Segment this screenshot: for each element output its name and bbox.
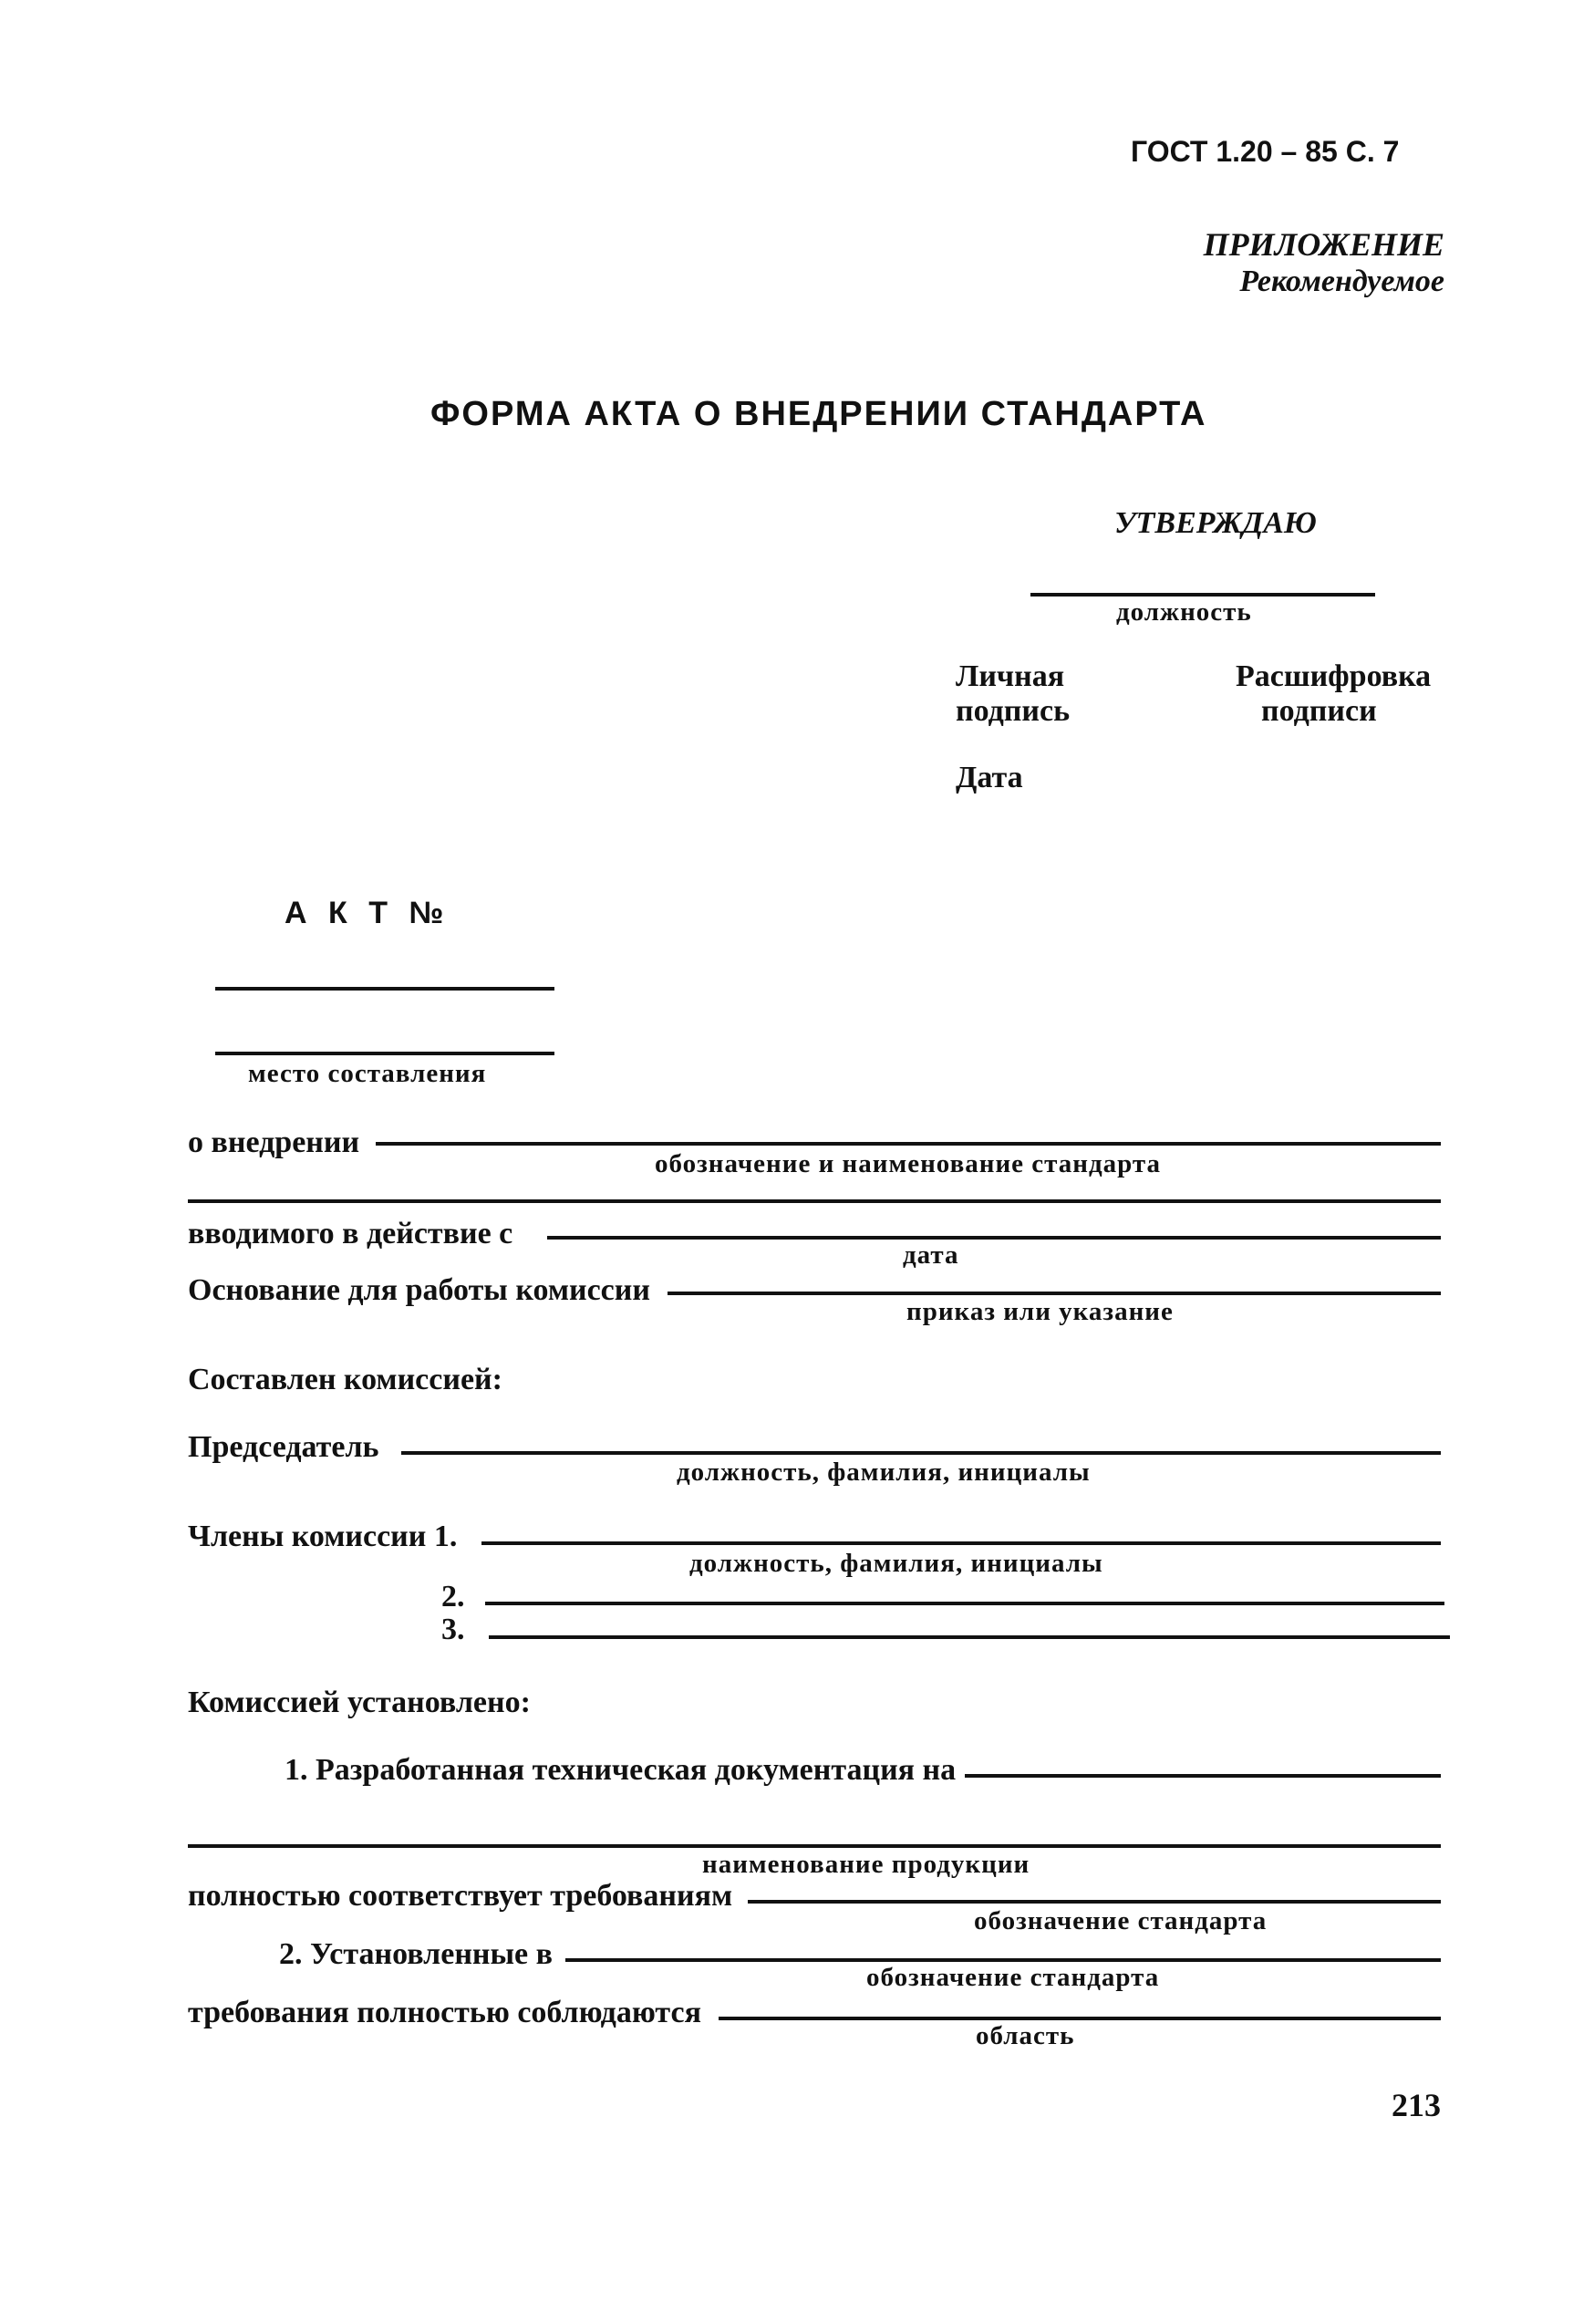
requirements-line	[719, 2017, 1441, 2020]
member2-label: 2.	[441, 1580, 465, 1613]
chairman-line	[401, 1451, 1441, 1455]
member2-line	[485, 1602, 1444, 1605]
personal-signature-line1: Личная	[956, 659, 1065, 693]
signature-decode-line2: подписи	[1261, 694, 1377, 728]
effective-date-line	[547, 1236, 1441, 1240]
act-heading: А К Т №	[285, 896, 444, 930]
recommended-label: Рекомендуемое	[1239, 265, 1444, 298]
basis-line	[668, 1292, 1441, 1295]
date-label: Дата	[956, 761, 1023, 794]
members-label: Члены комиссии 1.	[188, 1520, 458, 1553]
chairman-label: Председатель	[188, 1430, 379, 1464]
standard-line	[376, 1142, 1441, 1146]
standard-designation-caption-2: обозначение стандарта	[866, 1963, 1160, 1992]
act-number-line	[215, 987, 554, 991]
area-caption: область	[976, 2021, 1075, 2050]
conforms-label: полностью соответствует требованиям	[188, 1879, 733, 1913]
member3-label: 3.	[441, 1613, 465, 1646]
item1-line	[965, 1774, 1441, 1778]
position-line	[1030, 593, 1375, 597]
date-caption: дата	[903, 1240, 959, 1270]
approve-label: УТВЕРЖДАЮ	[1114, 506, 1317, 540]
page-title: ФОРМА АКТА О ВНЕДРЕНИИ СТАНДАРТА	[430, 395, 1207, 433]
composed-by-label: Составлен комиссией:	[188, 1363, 502, 1396]
item2-label: 2. Установленные в	[279, 1937, 553, 1971]
personal-signature-line2: подпись	[956, 694, 1071, 728]
appendix-label: ПРИЛОЖЕНИЕ	[1203, 226, 1444, 263]
page-number: 213	[1392, 2087, 1441, 2123]
effective-label: вводимого в действие с	[188, 1217, 513, 1250]
standard-designation-caption: обозначение стандарта	[974, 1906, 1268, 1935]
implementation-label: о внедрении	[188, 1126, 360, 1159]
conforms-line	[748, 1900, 1441, 1904]
signature-decode-line1: Расшифровка	[1236, 659, 1432, 693]
basis-label: Основание для работы комиссии	[188, 1273, 650, 1307]
place-line	[215, 1052, 554, 1055]
standard-caption: обозначение и наименование стандарта	[655, 1149, 1161, 1178]
member3-line	[489, 1635, 1450, 1639]
members-caption: должность, фамилия, инициалы	[689, 1549, 1103, 1578]
established-label: Комиссией установлено:	[188, 1686, 531, 1719]
gost-reference: ГОСТ 1.20 – 85 С. 7	[1131, 135, 1400, 168]
product-line	[188, 1844, 1441, 1848]
chairman-caption: должность, фамилия, инициалы	[677, 1458, 1091, 1487]
product-caption: наименование продукции	[702, 1850, 1030, 1879]
standard-line-2	[188, 1199, 1441, 1203]
requirements-label: требования полностью соблюдаются	[188, 1996, 702, 2029]
member1-line	[481, 1541, 1441, 1545]
item1-label: 1. Разработанная техническая документация на	[285, 1753, 957, 1787]
basis-caption: приказ или указание	[906, 1297, 1174, 1326]
position-caption: должность	[1116, 597, 1252, 627]
item2-line	[565, 1958, 1441, 1962]
place-caption: место составления	[248, 1059, 487, 1088]
